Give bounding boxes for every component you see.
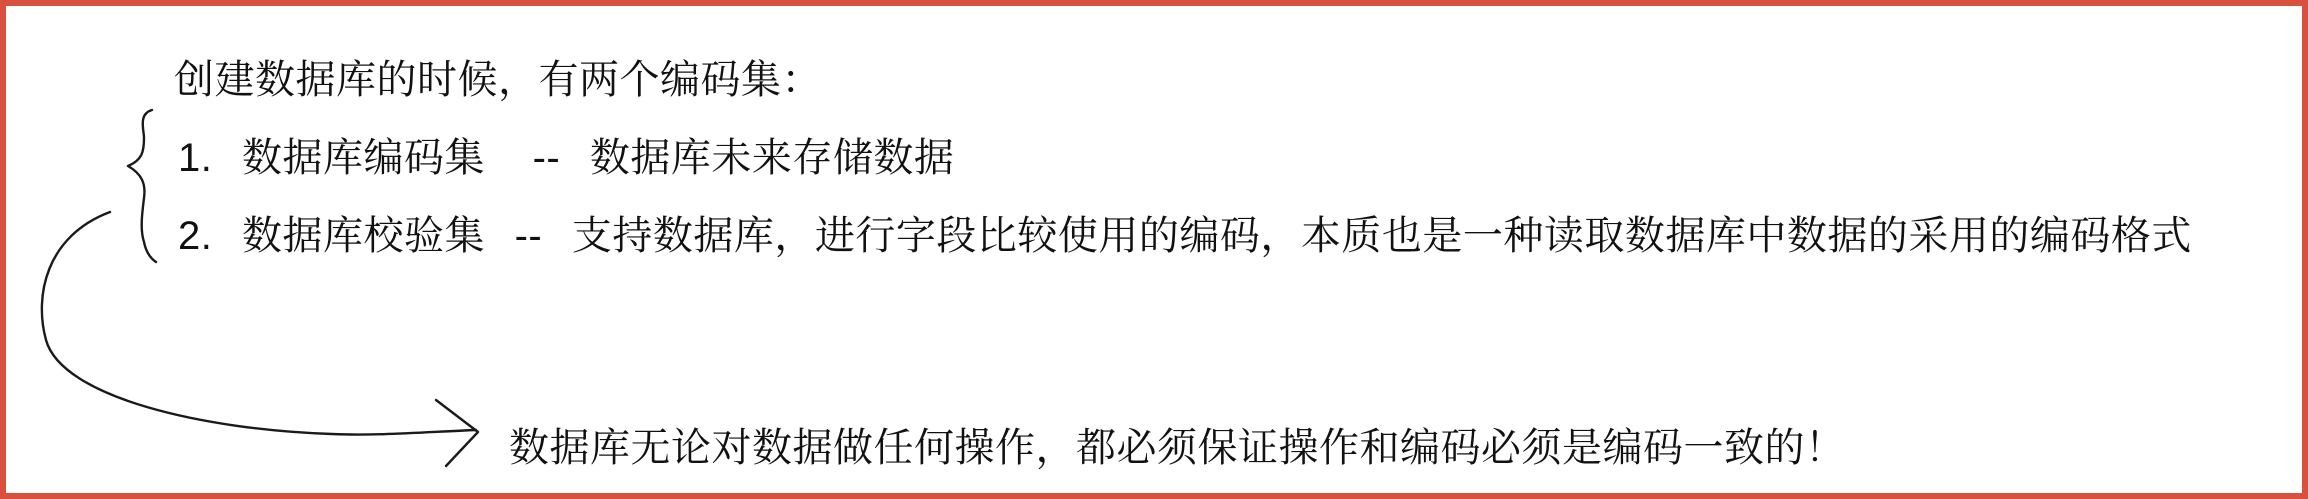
- item-number: 1.: [178, 136, 213, 180]
- item-description: 数据库未来存储数据: [589, 136, 955, 180]
- item-number: 2.: [178, 214, 213, 258]
- item-separator: --: [532, 136, 561, 180]
- item-name: 数据库校验集: [241, 214, 485, 258]
- curly-brace-icon: [128, 110, 156, 262]
- item-separator: --: [514, 214, 543, 258]
- list-item-database-collation: [178, 210, 2192, 262]
- conclusion-note: 数据库无论对数据做任何操作，都必须保证操作和编码必须是编码一致的！: [509, 426, 1846, 470]
- arrow-head-icon: [436, 400, 478, 466]
- section-title: 创建数据库的时候，有两个编码集：: [174, 58, 822, 102]
- item-description: 支持数据库，进行字段比较使用的编码，本质也是一种读取数据库中数据的采用的编码格式: [571, 214, 2192, 258]
- list-item-database-charset: [178, 132, 954, 184]
- item-name: 数据库编码集: [241, 136, 485, 180]
